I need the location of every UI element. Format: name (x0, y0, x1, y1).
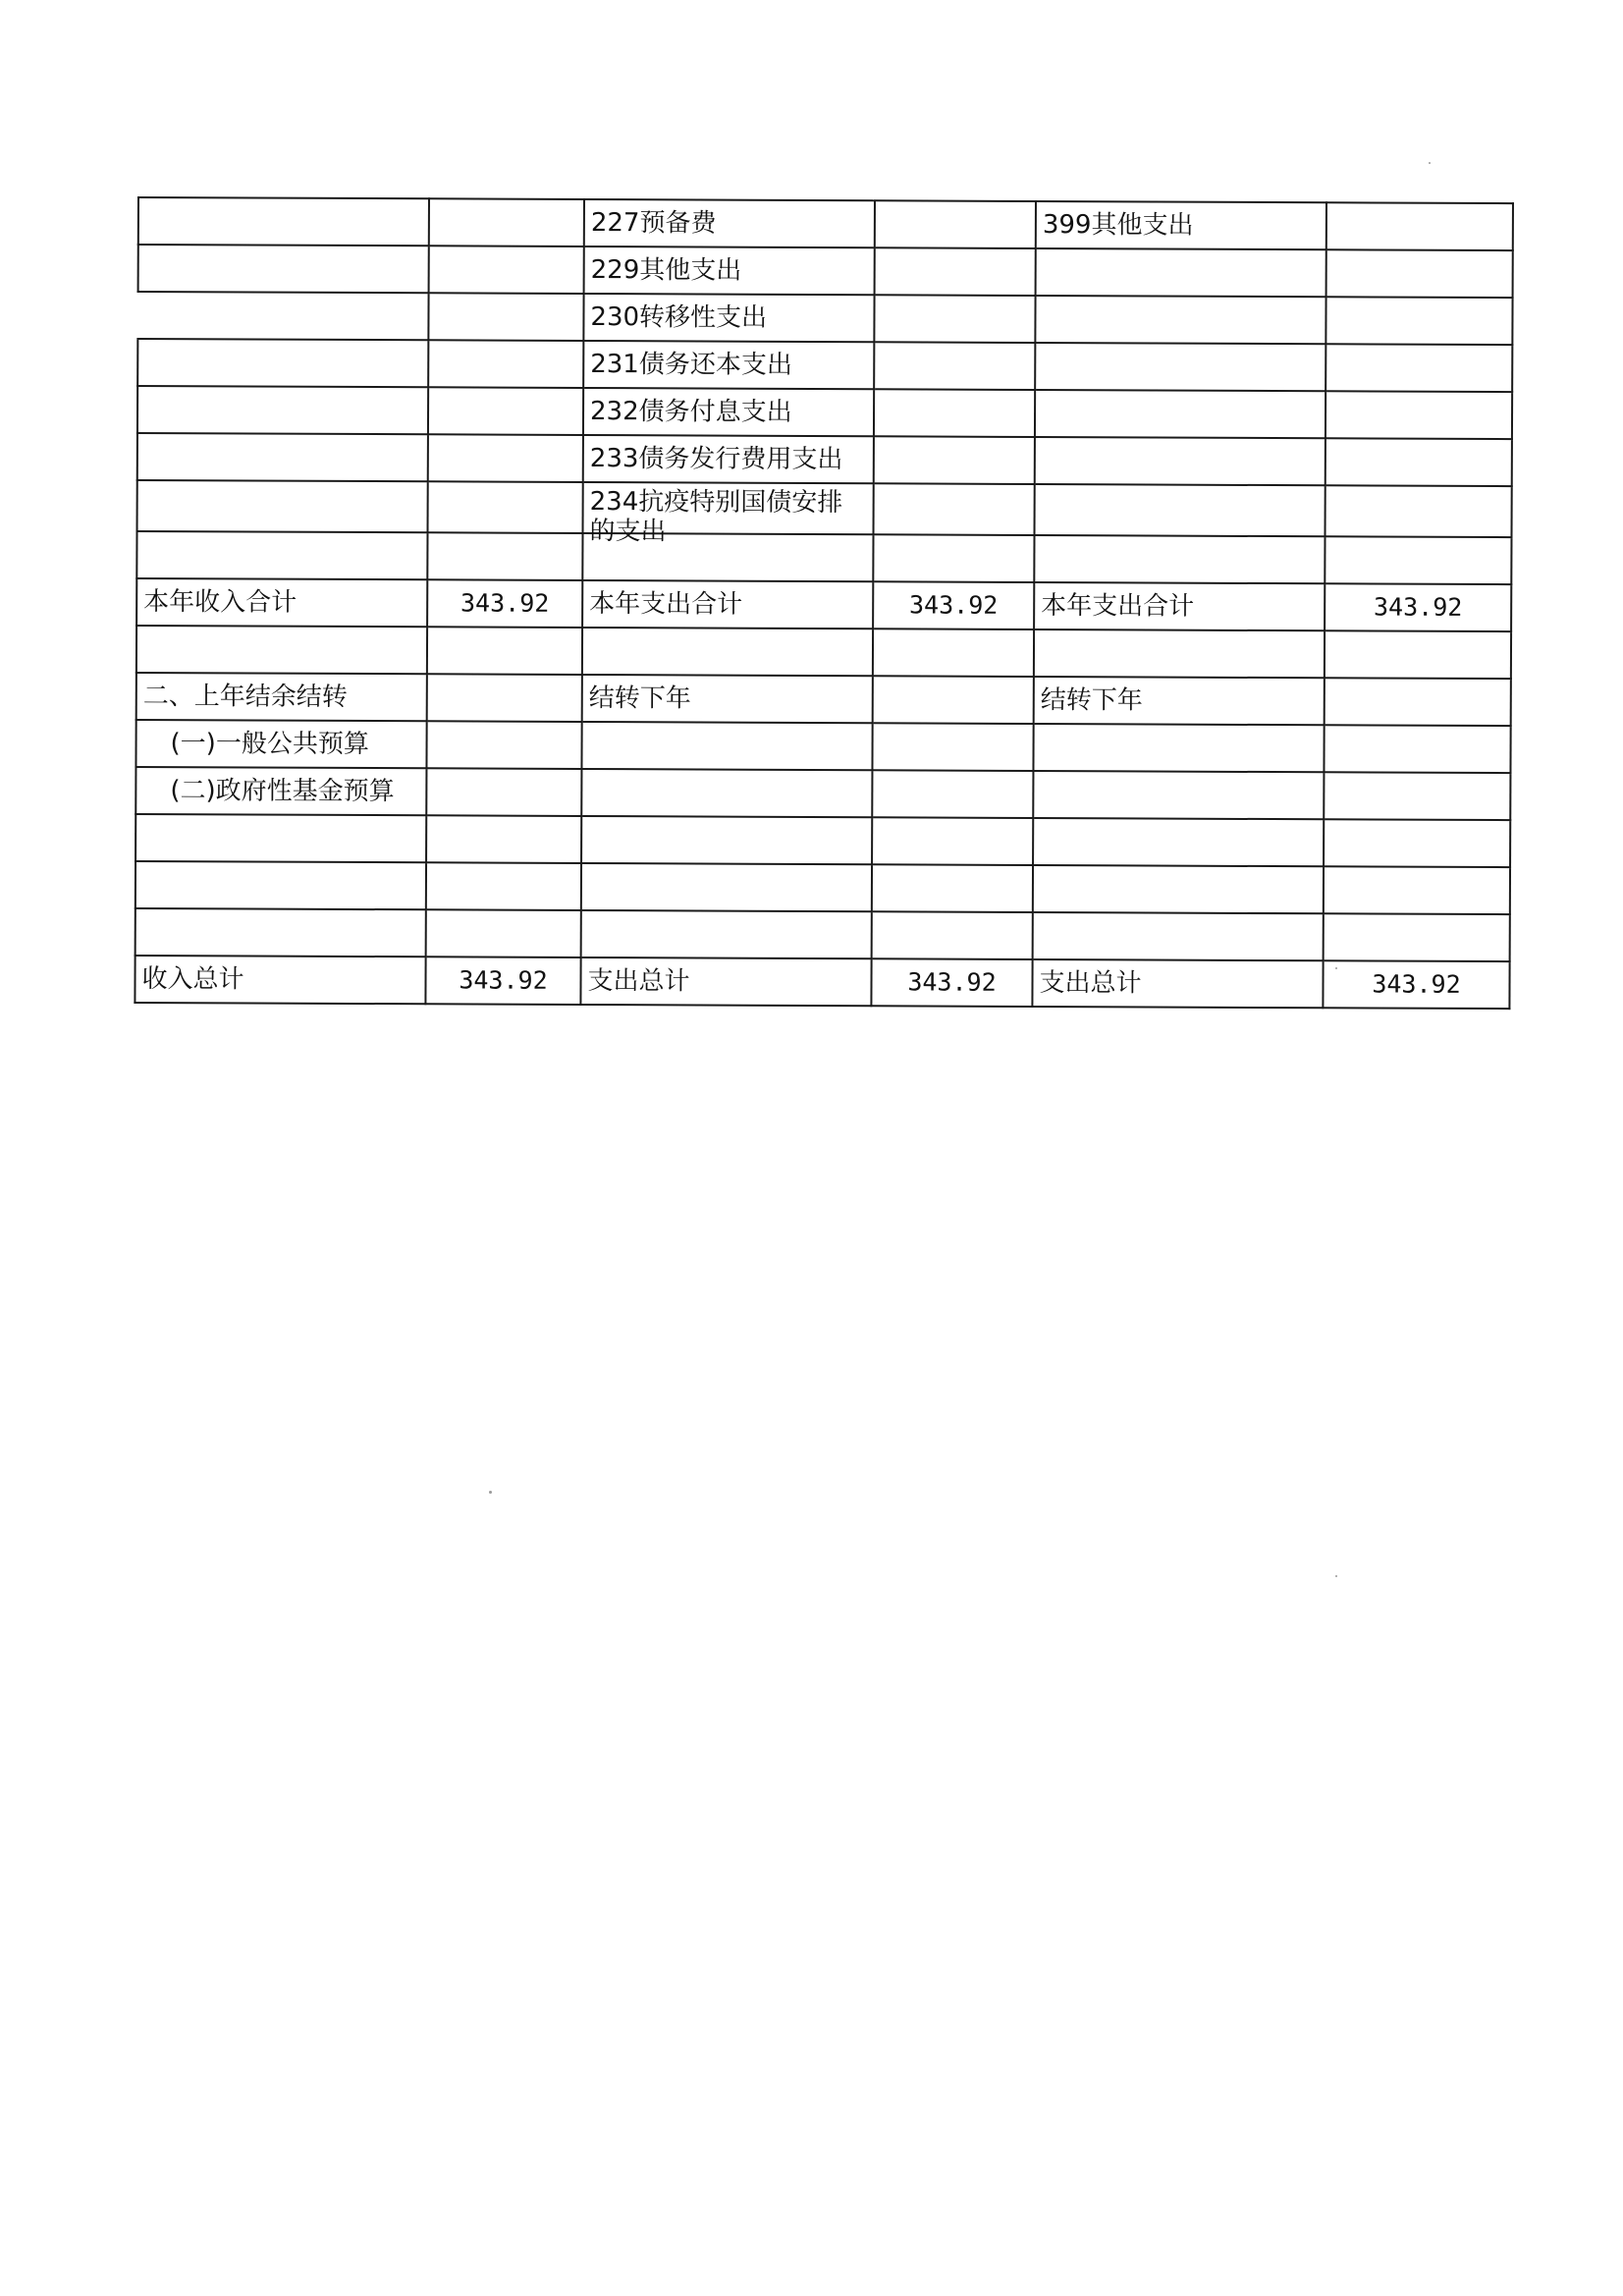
table-cell (427, 532, 582, 580)
table-cell: 本年支出合计 (582, 580, 873, 629)
table-row (135, 956, 1509, 1009)
table-row (137, 292, 1512, 345)
table-cell (137, 339, 428, 387)
table-cell: 231债务还本支出 (583, 341, 874, 389)
table-cell: 结转下年 (1034, 677, 1325, 725)
table-cell (137, 433, 428, 481)
table-row (136, 673, 1511, 726)
table-cell (1033, 865, 1324, 913)
table-cell (1324, 866, 1510, 914)
table-cell (1325, 485, 1512, 537)
table-cell (426, 815, 581, 863)
table-row (137, 339, 1512, 392)
table-cell (1325, 297, 1512, 345)
table-cell (581, 816, 872, 864)
table-cell (872, 864, 1033, 912)
table-cell: (一)一般公共预算 (135, 720, 426, 768)
table-cell (428, 434, 583, 482)
table-cell (426, 862, 581, 910)
table-cell (1035, 437, 1325, 485)
table-cell (137, 386, 428, 434)
table-cell (874, 483, 1035, 535)
table-cell: 343.92 (427, 579, 582, 628)
table-cell (873, 534, 1034, 582)
table-cell (1035, 343, 1325, 391)
table-cell: 230转移性支出 (583, 294, 874, 342)
table-body (135, 197, 1513, 1009)
table-cell: 343.92 (425, 957, 580, 1005)
table-cell (581, 722, 872, 770)
table-row (135, 814, 1510, 867)
table-cell (428, 293, 583, 341)
table-cell (428, 481, 583, 533)
scan-speck (1335, 1575, 1337, 1577)
table-cell: 收入总计 (135, 956, 425, 1004)
table-cell: 229其他支出 (584, 246, 875, 295)
table-cell (1324, 772, 1510, 820)
table-cell (1325, 344, 1512, 392)
table-cell (874, 342, 1035, 390)
clipped-cell-text: 234抗疫特别国债安排的支出 (589, 487, 843, 547)
table-row (136, 578, 1511, 631)
table-cell: 399其他支出 (1036, 201, 1326, 249)
table-cell (875, 200, 1036, 248)
table-cell (1033, 724, 1324, 772)
table-cell (1326, 202, 1513, 250)
table-cell (1033, 771, 1324, 819)
table-row (135, 720, 1510, 773)
table-cell (873, 676, 1034, 724)
scan-speck (489, 1491, 492, 1494)
table-cell (427, 627, 582, 675)
table-cell (872, 911, 1033, 959)
table-cell (581, 910, 872, 958)
table-row (137, 480, 1512, 537)
table-cell: (二)政府性基金预算 (135, 767, 426, 815)
table-cell: 本年支出合计 (1034, 582, 1325, 630)
table-cell: 结转下年 (582, 675, 873, 723)
table-cell: 支出总计 (1032, 959, 1323, 1008)
scan-speck (1335, 967, 1337, 969)
table-cell (137, 480, 428, 532)
table-cell (583, 482, 874, 547)
table-cell (137, 292, 428, 340)
table-row (135, 908, 1510, 961)
table-row (135, 767, 1510, 820)
table-cell (426, 721, 581, 769)
table-cell (1035, 390, 1325, 438)
table-cell (427, 674, 582, 722)
table-row (136, 626, 1511, 679)
table-cell (1034, 535, 1325, 583)
table-cell (1034, 629, 1325, 678)
table-cell (874, 295, 1035, 343)
table-cell (1325, 678, 1511, 726)
table-cell: 343.92 (1323, 960, 1509, 1009)
table-row (135, 861, 1510, 914)
table-cell (873, 629, 1034, 677)
table-cell: 支出总计 (580, 957, 871, 1006)
table-row (138, 245, 1513, 298)
table-cell (1324, 725, 1510, 773)
table-cell: 二、上年结余结转 (136, 673, 427, 721)
table-cell (1325, 630, 1511, 679)
table-cell (135, 908, 426, 957)
table-cell: 343.92 (1325, 583, 1511, 631)
table-row (138, 197, 1513, 250)
table-cell (135, 814, 426, 862)
table-cell (582, 628, 873, 676)
table-row (137, 386, 1512, 439)
table-cell (426, 768, 581, 816)
table-cell (138, 245, 429, 293)
table-cell (1033, 818, 1324, 866)
table-cell (581, 863, 872, 911)
table-row (136, 531, 1511, 584)
table-cell (136, 531, 427, 579)
scan-speck (1429, 162, 1431, 164)
table-cell (429, 246, 584, 294)
table-cell: 本年收入合计 (136, 578, 427, 627)
table-cell (428, 340, 583, 388)
table-cell (1325, 536, 1511, 584)
table-cell (135, 861, 426, 909)
table-cell (136, 626, 427, 674)
table-cell (872, 817, 1033, 865)
table-cell (1035, 296, 1325, 344)
table-cell (138, 197, 429, 246)
table-cell (1324, 913, 1510, 961)
table-cell (874, 436, 1035, 484)
table-cell (429, 198, 584, 246)
budget-summary-table (134, 196, 1514, 1010)
table-cell (874, 389, 1035, 437)
table-cell: 343.92 (873, 581, 1034, 629)
table-cell (875, 247, 1036, 296)
table-cell: 227预备费 (584, 199, 875, 247)
table-cell: 343.92 (871, 958, 1032, 1007)
table-cell (1326, 249, 1513, 298)
table-cell (1324, 819, 1510, 867)
table-cell: 232债务付息支出 (583, 388, 874, 436)
table-cell (872, 723, 1033, 771)
table-cell (581, 769, 872, 817)
table-cell (428, 387, 583, 435)
table-cell (1035, 484, 1325, 536)
table-cell (1033, 912, 1324, 960)
table-cell (1325, 391, 1512, 439)
table-row (137, 433, 1512, 486)
table-cell (1325, 438, 1512, 486)
table-cell (426, 909, 581, 957)
table-cell (872, 770, 1033, 818)
table-cell (1036, 248, 1326, 297)
table-cell: 233债务发行费用支出 (583, 435, 874, 483)
